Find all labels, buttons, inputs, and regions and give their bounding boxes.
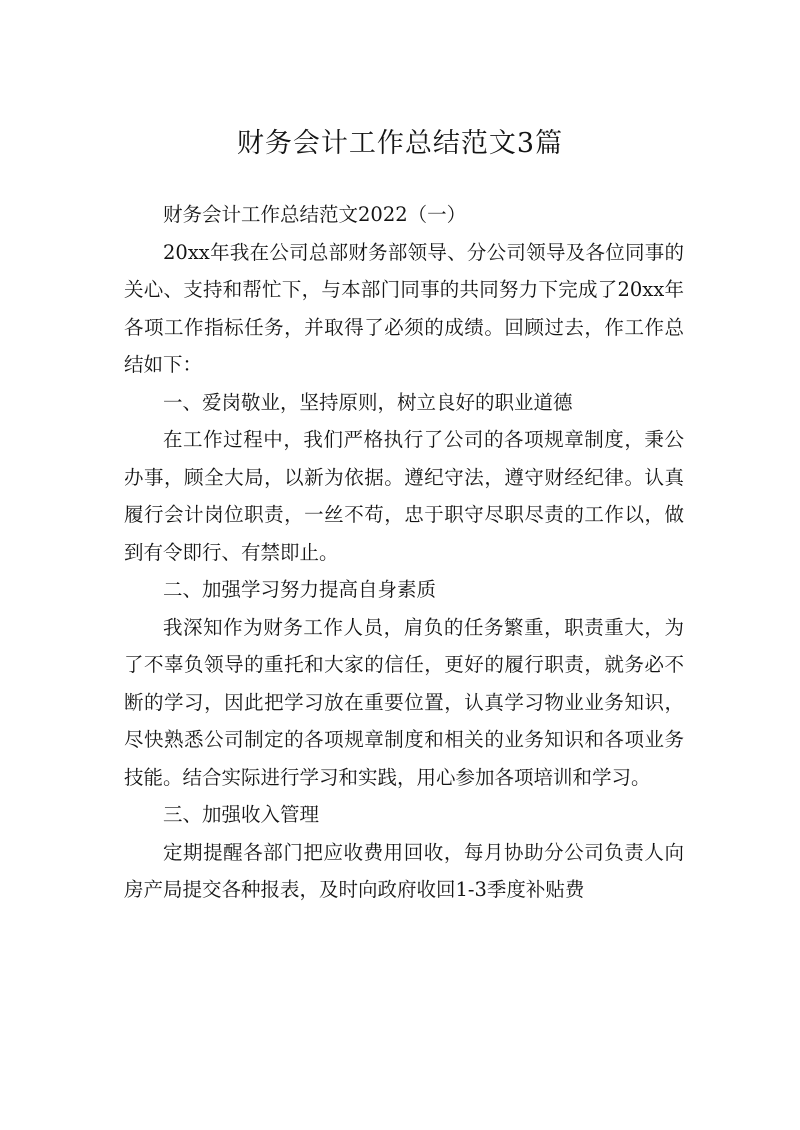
section-1-paragraph: 在工作过程中，我们严格执行了公司的各项规章制度，秉公办事，顾全大局，以新为依据。遵纪守法，遵守财经纪律。认真履行会计岗位职责，一丝不苟，忠于职守尽职尽责的工作以，做到有令即行、有禁即止。: [124, 428, 684, 564]
document-body: [124, 196, 684, 909]
section-heading-1: 一、爱岗敬业，坚持原则，树立良好的职业道德: [163, 390, 573, 414]
section-3-paragraph: 定期提醒各部门把应收费用回收，每月协助分公司负责人向房产局提交各种报表，及时向政府收回1-3季度补贴费: [124, 840, 684, 901]
intro-paragraph: 20xx年我在公司总部财务部领导、分公司领导及各位同事的关心、支持和帮忙下，与本部门同事的共同努力下完成了20xx年各项工作指标任务，并取得了必须的成绩。回顾过去，作工作总结如下：: [124, 240, 684, 376]
subtitle-paragraph: 财务会计工作总结范文2022（一）: [163, 203, 467, 226]
section-heading-2: 二、加强学习努力提高自身素质: [163, 578, 437, 601]
section-2-paragraph: 我深知作为财务工作人员，肩负的任务繁重，职责重大，为了不辜负领导的重托和大家的信任，更好的履行职责，就务必不断的学习，因此把学习放在重要位置，认真学习物业业务知识，尽快熟悉公司制定的各项规章制度和相关的业务知识和各项业务技能。结合实际进行学习和实践，用心参加各项培训和学习。: [124, 615, 684, 789]
document-title: 财务会计工作总结范文3篇: [236, 128, 564, 159]
section-heading-3: 三、加强收入管理: [163, 803, 320, 826]
